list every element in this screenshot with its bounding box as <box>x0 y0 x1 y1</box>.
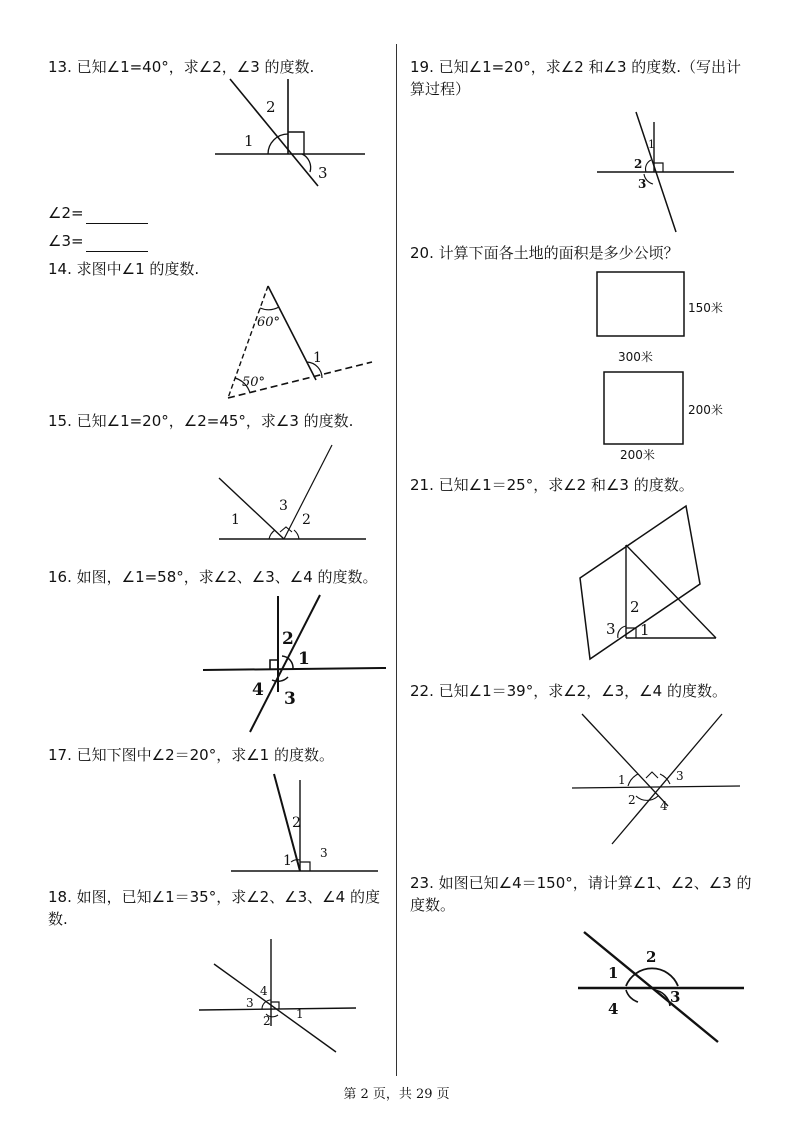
q16-label-4: 4 <box>252 680 264 700</box>
q15-left-ray <box>219 478 284 539</box>
question-23-text: 23. 如图已知∠4＝150°，请计算∠1、∠2、∠3 的度数。 <box>410 874 752 914</box>
q20-rect-2 <box>604 372 683 444</box>
question-20-figure <box>592 268 742 468</box>
question-13-text: 13. 已知∠1=40°，求∠2，∠3 的度数. <box>48 58 315 76</box>
q19-label-1: 1 <box>648 138 655 151</box>
question-22-text: 22. 已知∠1＝39°，求∠2，∠3，∠4 的度数。 <box>410 682 727 700</box>
q13-angle-arc <box>268 134 288 154</box>
q13-answer-angle3-label: ∠3= <box>48 232 84 250</box>
q23-label-1: 1 <box>608 964 619 982</box>
q14-right-side <box>268 286 316 380</box>
question-15-text: 15. 已知∠1=20°，∠2=45°，求∠3 的度数. <box>48 412 354 430</box>
q19-arc <box>646 160 651 172</box>
q17-label-2: 2 <box>292 815 301 831</box>
q14-label-1: 1 <box>313 350 322 366</box>
question-19-figure <box>594 108 739 238</box>
q15-label-3: 3 <box>279 498 288 514</box>
q13-answer-angle2[interactable] <box>48 202 148 224</box>
q23-label-3: 3 <box>670 988 681 1006</box>
q13-answer-angle2-blank[interactable] <box>86 207 148 224</box>
q22-label-4: 4 <box>660 799 668 813</box>
question-13-figure <box>210 74 370 194</box>
q20-rect1-height-label: 150米 <box>688 301 723 315</box>
q23-arc-4 <box>626 990 638 1002</box>
q22-top-mark <box>646 772 658 778</box>
q20-rect2-height-label: 200米 <box>688 403 723 417</box>
question-23-figure <box>574 926 749 1046</box>
q17-arc <box>291 860 300 862</box>
question-16-text: 16. 如图，∠1=58°，求∠2、∠3、∠4 的度数。 <box>48 568 378 586</box>
question-14-text: 14. 求图中∠1 的度数. <box>48 260 200 278</box>
q19-label-2: 2 <box>634 157 643 171</box>
q22-arc-lower <box>636 796 658 800</box>
question-17-text: 17. 已知下图中∠2＝20°，求∠1 的度数。 <box>48 746 334 764</box>
q21-label-3: 3 <box>606 620 616 638</box>
question-21-text: 21. 已知∠1＝25°，求∠2 和∠3 的度数。 <box>410 476 694 494</box>
q18-label-4: 4 <box>260 984 268 998</box>
q13-label-2: 2 <box>266 98 276 116</box>
q16-right-angle-mark <box>270 660 278 669</box>
q18-label-1: 1 <box>296 1007 304 1021</box>
q22-label-2: 2 <box>628 793 636 807</box>
q16-arc-lower <box>272 677 288 681</box>
q18-label-2: 2 <box>263 1014 271 1028</box>
q19-label-3: 3 <box>638 177 647 191</box>
q14-label-60: 60° <box>257 315 281 330</box>
q18-label-3: 3 <box>246 996 254 1010</box>
q22-label-1: 1 <box>618 773 626 787</box>
q14-label-50: 50° <box>242 375 266 390</box>
question-20-text: 20. 计算下面各土地的面积是多少公顷？ <box>410 244 679 262</box>
q13-answer-angle3-blank[interactable] <box>86 235 148 252</box>
q22-horizontal-line <box>572 786 740 788</box>
q16-label-2: 2 <box>282 629 294 649</box>
question-16-figure <box>200 592 390 737</box>
q23-label-4: 4 <box>608 1000 619 1018</box>
column-divider <box>396 44 397 1076</box>
q15-label-2: 2 <box>302 512 311 528</box>
q16-label-3: 3 <box>284 689 296 709</box>
question-19-text: 19. 已知∠1=20°，求∠2 和∠3 的度数.（写出计算过程） <box>410 58 742 98</box>
page-footer: 第 2 页，共 29 页 <box>343 1087 450 1102</box>
q21-label-2: 2 <box>630 598 640 616</box>
q15-arc-2 <box>294 530 299 539</box>
question-17-figure <box>228 772 388 877</box>
q23-arc-top <box>626 968 678 986</box>
q22-arc-1 <box>628 774 638 786</box>
q16-horizontal-line <box>203 668 386 670</box>
q15-arc-1 <box>269 530 275 539</box>
q15-label-1: 1 <box>231 512 240 528</box>
q20-rect2-width-label: 200米 <box>620 448 655 462</box>
q16-label-1: 1 <box>298 649 310 669</box>
q22-arc-3 <box>660 774 670 784</box>
question-14-figure <box>220 282 380 407</box>
question-18-text: 18. 如图，已知∠1＝35°，求∠2、∠3、∠4 的度数. <box>48 888 380 928</box>
q17-label-3: 3 <box>320 846 328 860</box>
q23-label-2: 2 <box>646 948 657 966</box>
question-21-figure <box>574 502 724 664</box>
q13-right-angle-mark <box>288 132 304 154</box>
q13-answer-angle3[interactable] <box>48 230 148 252</box>
q14-arc-top <box>260 307 279 310</box>
q20-rect1-width-label: 300米 <box>618 350 653 364</box>
question-15-figure <box>214 440 374 545</box>
q13-answer-angle2-label: ∠2= <box>48 204 84 222</box>
q17-right-angle-mark <box>300 862 310 871</box>
q13-label-1: 1 <box>244 132 254 150</box>
q13-label-3: 3 <box>318 164 328 182</box>
q20-rect-1 <box>597 272 684 336</box>
question-18-figure <box>196 936 366 1056</box>
question-22-figure <box>568 710 748 850</box>
q22-label-3: 3 <box>676 769 684 783</box>
q17-label-1: 1 <box>283 853 292 869</box>
q21-label-1: 1 <box>640 621 650 639</box>
